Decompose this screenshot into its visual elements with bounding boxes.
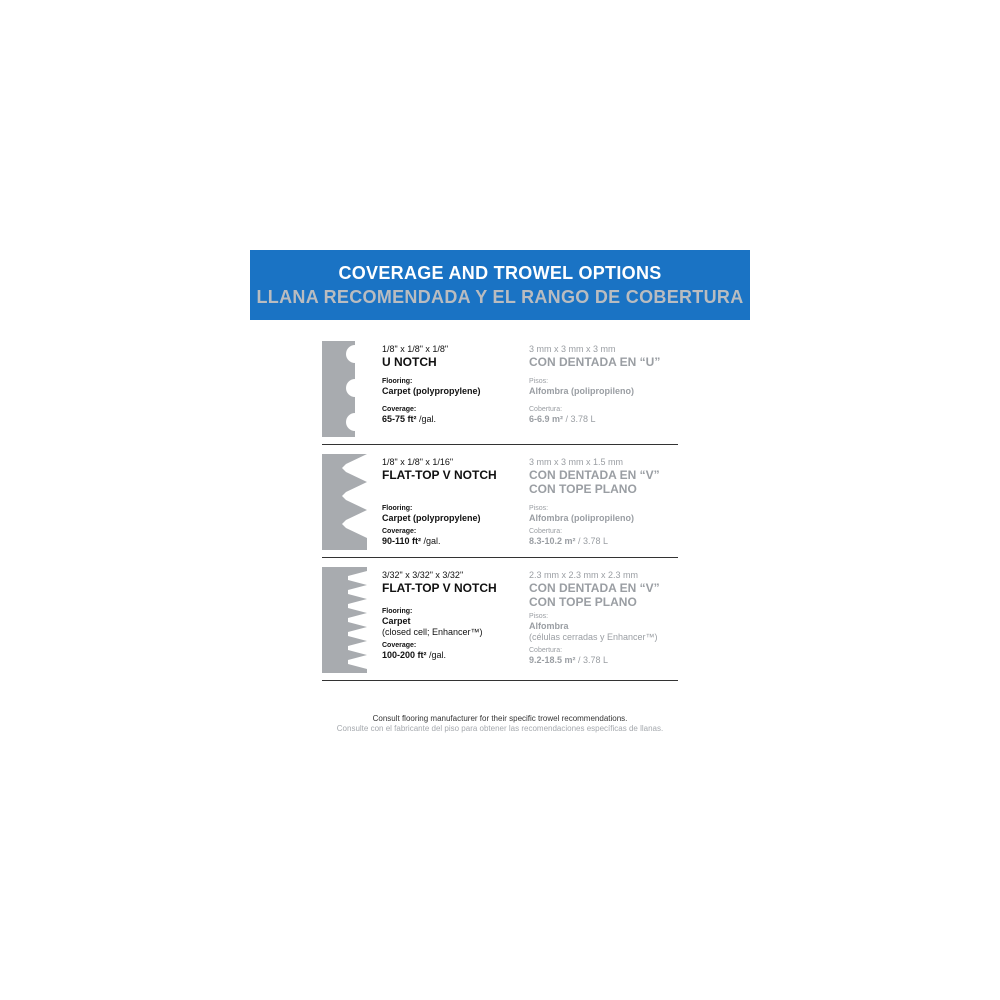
coverage-unit: / 3.78 L: [563, 414, 596, 424]
coverage-label: Cobertura:: [529, 406, 563, 413]
coverage-value: [382, 414, 522, 425]
flooring-label: Pisos:: [529, 378, 549, 385]
option-spanish: [529, 570, 689, 666]
coverage-label: Cobertura:: [529, 647, 563, 654]
flooring-value: Carpet: [382, 616, 411, 626]
coverage-amount: 90-110 ft²: [382, 536, 422, 546]
coverage-amount: 8.3-10.2 m²: [529, 536, 576, 546]
flooring-value: Carpet (polypropylene): [382, 513, 481, 523]
notch-type-line-2: CON TOPE PLANO: [529, 595, 637, 609]
flooring-value: Alfombra: [529, 621, 569, 631]
flooring-value-line-2: (closed cell; Enhancer™): [382, 627, 483, 637]
flooring-value: Carpet (polypropylene): [382, 386, 481, 396]
flooring-value-line-2: (células cerradas y Enhancer™): [529, 632, 658, 642]
trowel-size: 1/8" x 1/8" x 1/8": [382, 344, 449, 354]
coverage-label: Cobertura:: [529, 528, 563, 535]
notch-type: U NOTCH: [382, 355, 437, 369]
u-notch-trowel-icon: [322, 341, 370, 437]
trowel-option-flat-top-v-notch-small: [322, 566, 678, 681]
coverage-label: Coverage:: [382, 642, 417, 649]
notch-type: FLAT-TOP V NOTCH: [382, 581, 497, 595]
trowel-size: 3 mm x 3 mm x 1.5 mm: [529, 457, 624, 467]
coverage-amount: 6-6.9 m²: [529, 414, 564, 424]
coverage-value: [382, 536, 522, 547]
coverage-amount: 9.2-18.5 m²: [529, 655, 576, 665]
title-english: COVERAGE AND TROWEL OPTIONS: [338, 263, 662, 283]
flat-top-v-notch-trowel-icon: [322, 567, 370, 673]
coverage-value: [529, 655, 689, 666]
option-spanish: [529, 457, 689, 547]
flooring-value: Alfombra (polipropileno): [529, 386, 634, 396]
notch-type-line-2: CON TOPE PLANO: [529, 482, 637, 496]
flooring-label: Pisos:: [529, 505, 549, 512]
footer-note-spanish: Consulte con el fabricante del piso para obtener las recomendaciones específicas de llanas.: [336, 724, 664, 733]
trowel-size: 3 mm x 3 mm x 3 mm: [529, 344, 616, 354]
notch-type: CON DENTADA EN “U”: [529, 355, 661, 369]
footer-note-english: Consult flooring manufacturer for their specific trowel recommendations.: [372, 714, 628, 723]
coverage-amount: 100-200 ft²: [382, 650, 427, 660]
flooring-value: Alfombra (polipropileno): [529, 513, 634, 523]
trowel-option-u-notch: [322, 340, 678, 445]
title-banner: [250, 250, 750, 320]
option-english: [382, 570, 522, 661]
coverage-unit: /gal.: [421, 536, 441, 546]
trowel-size: 3/32" x 3/32" x 3/32": [382, 570, 464, 580]
trowel-option-flat-top-v-notch: [322, 453, 678, 558]
coverage-value: [382, 650, 522, 661]
coverage-value: [529, 414, 689, 425]
notch-type: FLAT-TOP V NOTCH: [382, 468, 497, 482]
notch-type: CON DENTADA EN “V”: [529, 468, 660, 482]
title-spanish: LLANA RECOMENDADA Y EL RANGO DE COBERTURA: [256, 287, 744, 307]
coverage-label: Coverage:: [382, 528, 417, 535]
flooring-label: Flooring:: [382, 378, 413, 385]
coverage-unit: /gal.: [426, 650, 447, 660]
flooring-label: Flooring:: [382, 608, 413, 615]
option-spanish: [529, 344, 689, 425]
coverage-amount: 65-75 ft²: [382, 414, 417, 424]
coverage-value: [529, 536, 689, 547]
option-english: [382, 344, 522, 425]
coverage-unit: / 3.78 L: [575, 655, 609, 665]
coverage-unit: /gal.: [416, 414, 437, 424]
flooring-label: Flooring:: [382, 505, 413, 512]
flat-top-v-notch-trowel-icon: [322, 454, 370, 550]
coverage-label: Coverage:: [382, 406, 417, 413]
trowel-size: 1/8" x 1/8" x 1/16": [382, 457, 454, 467]
notch-type: CON DENTADA EN “V”: [529, 581, 660, 595]
coverage-unit: / 3.78 L: [575, 536, 609, 546]
flooring-label: Pisos:: [529, 613, 549, 620]
trowel-size: 2.3 mm x 2.3 mm x 2.3 mm: [529, 570, 639, 580]
option-english: [382, 457, 522, 547]
